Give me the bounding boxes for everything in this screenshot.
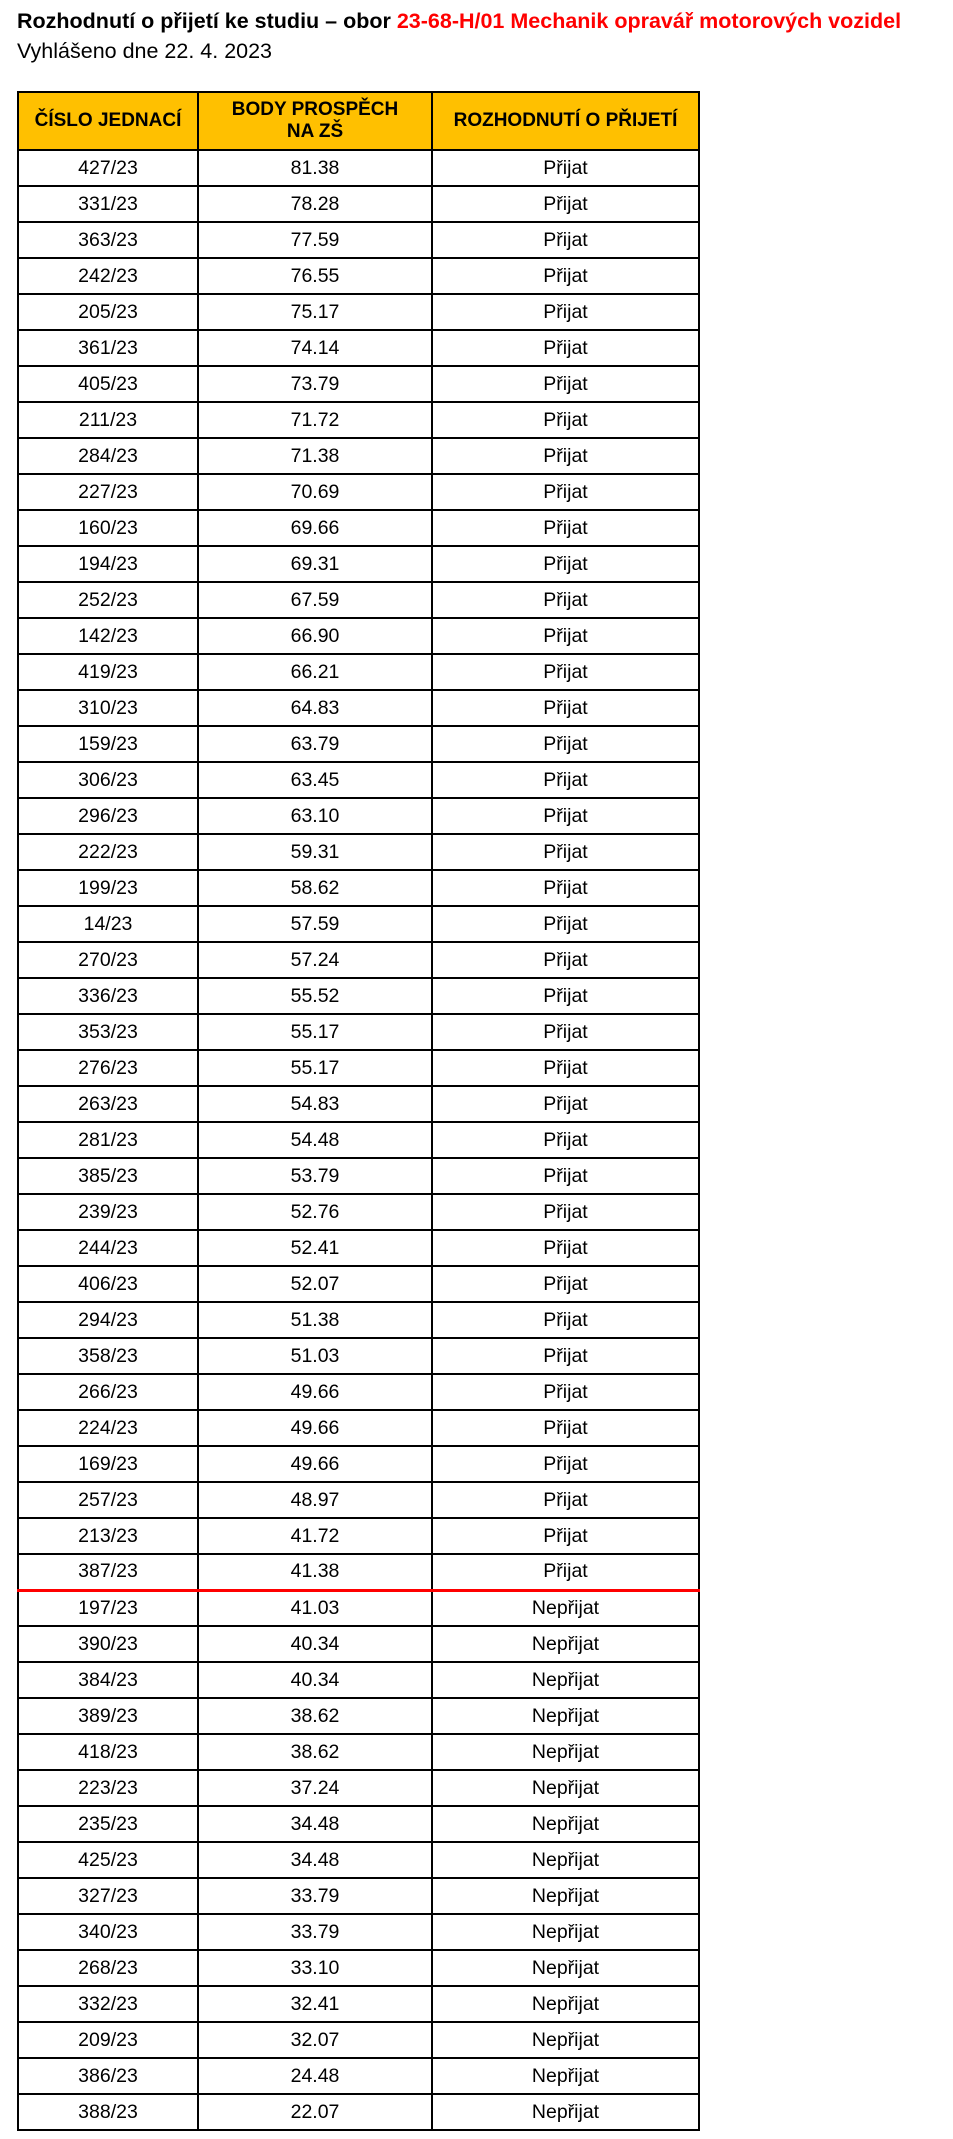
cell-reference-number: 358/23 bbox=[18, 1338, 198, 1374]
cell-reference-number: 239/23 bbox=[18, 1194, 198, 1230]
table-row bbox=[18, 258, 699, 294]
cell-reference-number: 389/23 bbox=[18, 1698, 198, 1734]
cell-points: 71.72 bbox=[198, 402, 432, 438]
cell-decision: Nepřijat bbox=[432, 1698, 699, 1734]
cell-reference-number: 159/23 bbox=[18, 726, 198, 762]
cell-reference-number: 270/23 bbox=[18, 942, 198, 978]
cell-points: 32.07 bbox=[198, 2022, 432, 2058]
cell-points: 49.66 bbox=[198, 1374, 432, 1410]
table-row bbox=[18, 1050, 699, 1086]
cell-decision: Nepřijat bbox=[432, 1626, 699, 1662]
table-row bbox=[18, 762, 699, 798]
cell-points: 58.62 bbox=[198, 870, 432, 906]
cell-points: 49.66 bbox=[198, 1446, 432, 1482]
cell-reference-number: 266/23 bbox=[18, 1374, 198, 1410]
table-row bbox=[18, 942, 699, 978]
cell-decision: Nepřijat bbox=[432, 1806, 699, 1842]
cell-points: 48.97 bbox=[198, 1482, 432, 1518]
table-row bbox=[18, 1230, 699, 1266]
table-row bbox=[18, 1914, 699, 1950]
cell-points: 63.45 bbox=[198, 762, 432, 798]
cell-points: 41.72 bbox=[198, 1518, 432, 1554]
cell-decision: Přijat bbox=[432, 438, 699, 474]
cell-decision: Přijat bbox=[432, 402, 699, 438]
table-row bbox=[18, 906, 699, 942]
cell-reference-number: 14/23 bbox=[18, 906, 198, 942]
cell-reference-number: 222/23 bbox=[18, 834, 198, 870]
cell-reference-number: 361/23 bbox=[18, 330, 198, 366]
cell-decision: Přijat bbox=[432, 906, 699, 942]
cell-points: 81.38 bbox=[198, 150, 432, 186]
cell-points: 71.38 bbox=[198, 438, 432, 474]
cell-points: 53.79 bbox=[198, 1158, 432, 1194]
cell-reference-number: 169/23 bbox=[18, 1446, 198, 1482]
cell-points: 49.66 bbox=[198, 1410, 432, 1446]
cell-decision: Nepřijat bbox=[432, 1842, 699, 1878]
cell-decision: Přijat bbox=[432, 258, 699, 294]
cell-reference-number: 257/23 bbox=[18, 1482, 198, 1518]
cell-points: 70.69 bbox=[198, 474, 432, 510]
cell-points: 77.59 bbox=[198, 222, 432, 258]
cell-points: 41.38 bbox=[198, 1554, 432, 1590]
table-row bbox=[18, 1014, 699, 1050]
cell-reference-number: 310/23 bbox=[18, 690, 198, 726]
cell-decision: Přijat bbox=[432, 726, 699, 762]
cell-reference-number: 197/23 bbox=[18, 1590, 198, 1626]
cell-decision: Přijat bbox=[432, 1338, 699, 1374]
cell-points: 51.38 bbox=[198, 1302, 432, 1338]
table-row bbox=[18, 1266, 699, 1302]
table-row bbox=[18, 1482, 699, 1518]
document-heading bbox=[17, 6, 901, 66]
table-row bbox=[18, 2022, 699, 2058]
cell-points: 24.48 bbox=[198, 2058, 432, 2094]
table-row bbox=[18, 654, 699, 690]
cell-points: 64.83 bbox=[198, 690, 432, 726]
cell-points: 32.41 bbox=[198, 1986, 432, 2022]
cell-decision: Přijat bbox=[432, 1230, 699, 1266]
cell-points: 66.21 bbox=[198, 654, 432, 690]
cell-reference-number: 242/23 bbox=[18, 258, 198, 294]
cell-reference-number: 223/23 bbox=[18, 1770, 198, 1806]
cell-points: 41.03 bbox=[198, 1590, 432, 1626]
cell-decision: Přijat bbox=[432, 510, 699, 546]
admission-results-table bbox=[17, 91, 700, 2131]
cell-points: 76.55 bbox=[198, 258, 432, 294]
cell-decision: Přijat bbox=[432, 1554, 699, 1590]
table-row bbox=[18, 330, 699, 366]
column-header-points-line1: BODY PROSPĚCH bbox=[231, 99, 399, 120]
table-row bbox=[18, 1950, 699, 1986]
cell-decision: Přijat bbox=[432, 222, 699, 258]
cell-points: 66.90 bbox=[198, 618, 432, 654]
cell-reference-number: 405/23 bbox=[18, 366, 198, 402]
table-row bbox=[18, 1554, 699, 1590]
cell-points: 38.62 bbox=[198, 1734, 432, 1770]
cell-points: 33.10 bbox=[198, 1950, 432, 1986]
table-row bbox=[18, 1158, 699, 1194]
cell-reference-number: 353/23 bbox=[18, 1014, 198, 1050]
cell-decision: Přijat bbox=[432, 690, 699, 726]
cell-points: 52.41 bbox=[198, 1230, 432, 1266]
table-row bbox=[18, 1842, 699, 1878]
cell-reference-number: 388/23 bbox=[18, 2094, 198, 2130]
cell-decision: Přijat bbox=[432, 186, 699, 222]
cell-decision: Přijat bbox=[432, 870, 699, 906]
cell-decision: Přijat bbox=[432, 474, 699, 510]
cell-points: 33.79 bbox=[198, 1878, 432, 1914]
table-row bbox=[18, 1410, 699, 1446]
cell-reference-number: 418/23 bbox=[18, 1734, 198, 1770]
cell-decision: Přijat bbox=[432, 1410, 699, 1446]
cell-decision: Nepřijat bbox=[432, 1662, 699, 1698]
cell-decision: Přijat bbox=[432, 1122, 699, 1158]
table-row bbox=[18, 510, 699, 546]
cell-reference-number: 142/23 bbox=[18, 618, 198, 654]
cell-reference-number: 387/23 bbox=[18, 1554, 198, 1590]
cell-points: 63.10 bbox=[198, 798, 432, 834]
cell-decision: Přijat bbox=[432, 1086, 699, 1122]
cell-points: 34.48 bbox=[198, 1806, 432, 1842]
cell-reference-number: 227/23 bbox=[18, 474, 198, 510]
cell-decision: Přijat bbox=[432, 654, 699, 690]
cell-points: 69.66 bbox=[198, 510, 432, 546]
announcement-date: Vyhlášeno dne 22. 4. 2023 bbox=[17, 39, 273, 63]
cell-decision: Nepřijat bbox=[432, 1986, 699, 2022]
cell-decision: Nepřijat bbox=[432, 1878, 699, 1914]
table-header-row bbox=[18, 92, 699, 150]
cell-decision: Nepřijat bbox=[432, 2058, 699, 2094]
cell-points: 55.17 bbox=[198, 1014, 432, 1050]
column-header-points-line2: NA ZŠ bbox=[286, 121, 344, 142]
table-row bbox=[18, 438, 699, 474]
cell-points: 52.76 bbox=[198, 1194, 432, 1230]
cell-points: 38.62 bbox=[198, 1698, 432, 1734]
cell-points: 22.07 bbox=[198, 2094, 432, 2130]
cell-points: 34.48 bbox=[198, 1842, 432, 1878]
cell-reference-number: 268/23 bbox=[18, 1950, 198, 1986]
cell-reference-number: 211/23 bbox=[18, 402, 198, 438]
table-row bbox=[18, 1086, 699, 1122]
cell-reference-number: 194/23 bbox=[18, 546, 198, 582]
table-row bbox=[18, 1302, 699, 1338]
cell-reference-number: 235/23 bbox=[18, 1806, 198, 1842]
cell-points: 63.79 bbox=[198, 726, 432, 762]
cell-points: 33.79 bbox=[198, 1914, 432, 1950]
cell-decision: Nepřijat bbox=[432, 1590, 699, 1626]
cell-decision: Přijat bbox=[432, 150, 699, 186]
cell-points: 78.28 bbox=[198, 186, 432, 222]
table-row bbox=[18, 618, 699, 654]
cell-decision: Přijat bbox=[432, 546, 699, 582]
table-body bbox=[18, 150, 699, 2130]
table-row bbox=[18, 726, 699, 762]
cell-points: 73.79 bbox=[198, 366, 432, 402]
cell-reference-number: 284/23 bbox=[18, 438, 198, 474]
cell-reference-number: 385/23 bbox=[18, 1158, 198, 1194]
cell-decision: Přijat bbox=[432, 618, 699, 654]
table-row bbox=[18, 582, 699, 618]
cell-reference-number: 327/23 bbox=[18, 1878, 198, 1914]
cell-reference-number: 340/23 bbox=[18, 1914, 198, 1950]
table-row bbox=[18, 978, 699, 1014]
cell-points: 55.52 bbox=[198, 978, 432, 1014]
cell-points: 51.03 bbox=[198, 1338, 432, 1374]
cell-decision: Přijat bbox=[432, 366, 699, 402]
cell-decision: Nepřijat bbox=[432, 2022, 699, 2058]
column-header-points bbox=[198, 92, 432, 150]
cell-decision: Přijat bbox=[432, 1194, 699, 1230]
cell-reference-number: 332/23 bbox=[18, 1986, 198, 2022]
cell-decision: Nepřijat bbox=[432, 1734, 699, 1770]
cell-decision: Přijat bbox=[432, 762, 699, 798]
table-row bbox=[18, 1626, 699, 1662]
cell-decision: Přijat bbox=[432, 1518, 699, 1554]
cell-reference-number: 276/23 bbox=[18, 1050, 198, 1086]
table-row bbox=[18, 1374, 699, 1410]
cell-decision: Přijat bbox=[432, 834, 699, 870]
cell-points: 40.34 bbox=[198, 1626, 432, 1662]
table-row bbox=[18, 150, 699, 186]
table-row bbox=[18, 1590, 699, 1626]
table-row bbox=[18, 690, 699, 726]
cell-points: 67.59 bbox=[198, 582, 432, 618]
cell-points: 37.24 bbox=[198, 1770, 432, 1806]
cell-reference-number: 331/23 bbox=[18, 186, 198, 222]
cell-reference-number: 294/23 bbox=[18, 1302, 198, 1338]
table-row bbox=[18, 1734, 699, 1770]
title-program-code: 23-68-H/01 Mechanik opravář motorových vozidel bbox=[396, 9, 902, 33]
cell-reference-number: 406/23 bbox=[18, 1266, 198, 1302]
cell-reference-number: 386/23 bbox=[18, 2058, 198, 2094]
table-row bbox=[18, 1662, 699, 1698]
cell-reference-number: 224/23 bbox=[18, 1410, 198, 1446]
cell-reference-number: 205/23 bbox=[18, 294, 198, 330]
page-title bbox=[17, 6, 901, 36]
cell-reference-number: 199/23 bbox=[18, 870, 198, 906]
cell-points: 69.31 bbox=[198, 546, 432, 582]
column-header-decision: ROZHODNUTÍ O PŘIJETÍ bbox=[432, 92, 699, 150]
cell-decision: Přijat bbox=[432, 582, 699, 618]
cell-reference-number: 306/23 bbox=[18, 762, 198, 798]
cell-reference-number: 281/23 bbox=[18, 1122, 198, 1158]
cell-decision: Přijat bbox=[432, 1302, 699, 1338]
cell-decision: Nepřijat bbox=[432, 1950, 699, 1986]
table-row bbox=[18, 1698, 699, 1734]
column-header-id: ČÍSLO JEDNACÍ bbox=[18, 92, 198, 150]
cell-points: 55.17 bbox=[198, 1050, 432, 1086]
table-row bbox=[18, 402, 699, 438]
cell-reference-number: 244/23 bbox=[18, 1230, 198, 1266]
table-row bbox=[18, 366, 699, 402]
cell-reference-number: 213/23 bbox=[18, 1518, 198, 1554]
cell-decision: Přijat bbox=[432, 1050, 699, 1086]
cell-reference-number: 296/23 bbox=[18, 798, 198, 834]
table-row bbox=[18, 474, 699, 510]
cell-reference-number: 419/23 bbox=[18, 654, 198, 690]
cell-decision: Přijat bbox=[432, 1374, 699, 1410]
cell-points: 74.14 bbox=[198, 330, 432, 366]
cell-decision: Přijat bbox=[432, 798, 699, 834]
title-prefix: Rozhodnutí o přijetí ke studiu – obor bbox=[17, 9, 397, 33]
cell-decision: Nepřijat bbox=[432, 1914, 699, 1950]
cell-reference-number: 209/23 bbox=[18, 2022, 198, 2058]
cell-decision: Nepřijat bbox=[432, 1770, 699, 1806]
cell-decision: Přijat bbox=[432, 1482, 699, 1518]
cell-points: 54.48 bbox=[198, 1122, 432, 1158]
cell-reference-number: 425/23 bbox=[18, 1842, 198, 1878]
cell-decision: Přijat bbox=[432, 942, 699, 978]
table-row bbox=[18, 186, 699, 222]
table-row bbox=[18, 2058, 699, 2094]
cell-points: 54.83 bbox=[198, 1086, 432, 1122]
cell-decision: Přijat bbox=[432, 330, 699, 366]
cell-decision: Přijat bbox=[432, 1266, 699, 1302]
cell-points: 57.59 bbox=[198, 906, 432, 942]
cell-decision: Nepřijat bbox=[432, 2094, 699, 2130]
cell-points: 57.24 bbox=[198, 942, 432, 978]
cell-reference-number: 427/23 bbox=[18, 150, 198, 186]
cell-points: 75.17 bbox=[198, 294, 432, 330]
table-row bbox=[18, 1338, 699, 1374]
table-row bbox=[18, 798, 699, 834]
table-row bbox=[18, 1518, 699, 1554]
cell-reference-number: 252/23 bbox=[18, 582, 198, 618]
table-row bbox=[18, 294, 699, 330]
cell-reference-number: 390/23 bbox=[18, 1626, 198, 1662]
cell-points: 52.07 bbox=[198, 1266, 432, 1302]
table-row bbox=[18, 1986, 699, 2022]
cell-points: 59.31 bbox=[198, 834, 432, 870]
cell-reference-number: 384/23 bbox=[18, 1662, 198, 1698]
table-row bbox=[18, 1446, 699, 1482]
cell-decision: Přijat bbox=[432, 1446, 699, 1482]
table-row bbox=[18, 1122, 699, 1158]
table-row bbox=[18, 1194, 699, 1230]
table-row bbox=[18, 1878, 699, 1914]
table-row bbox=[18, 834, 699, 870]
table-row bbox=[18, 2094, 699, 2130]
table-row bbox=[18, 1770, 699, 1806]
cell-reference-number: 263/23 bbox=[18, 1086, 198, 1122]
table-row bbox=[18, 1806, 699, 1842]
cell-decision: Přijat bbox=[432, 1158, 699, 1194]
table-header bbox=[18, 92, 699, 150]
cell-reference-number: 336/23 bbox=[18, 978, 198, 1014]
cell-points: 40.34 bbox=[198, 1662, 432, 1698]
cell-decision: Přijat bbox=[432, 978, 699, 1014]
cell-reference-number: 363/23 bbox=[18, 222, 198, 258]
cell-reference-number: 160/23 bbox=[18, 510, 198, 546]
table-row bbox=[18, 222, 699, 258]
cell-decision: Přijat bbox=[432, 294, 699, 330]
table-row bbox=[18, 546, 699, 582]
table-row bbox=[18, 870, 699, 906]
cell-decision: Přijat bbox=[432, 1014, 699, 1050]
